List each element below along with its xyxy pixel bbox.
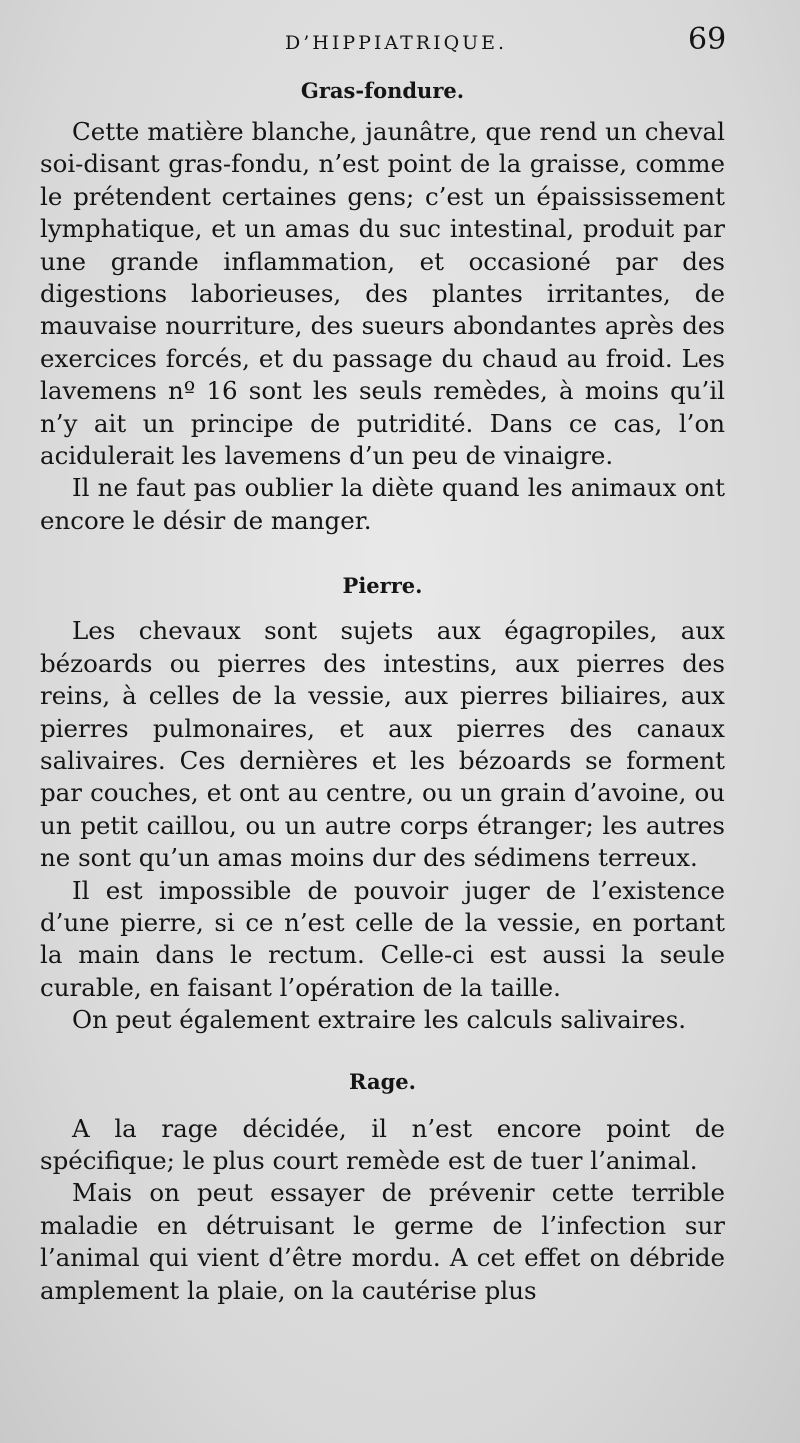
section-title-gras-fondure: Gras-fondure. xyxy=(300,78,465,103)
paragraph: Il est impossible de pouvoir juger de l’existence d’une pierre, si ce n’est celle de la vessie, en portant la main dans le rectum. Celle-ci est aussi la seule curable, en faisant l’opération de la taille. xyxy=(40,875,725,1002)
section-title-rage: Rage. xyxy=(349,1068,416,1094)
running-head xyxy=(0,22,800,62)
paragraph: On peut également extraire les calculs salivaires. xyxy=(72,1005,687,1035)
body-text xyxy=(40,72,725,1307)
paragraph: A la rage décidée, il n’est encore point de spécifique; le plus court remède est de tuer l’animal. xyxy=(40,1113,725,1175)
paragraph: Mais on peut essayer de prévenir cette terrible maladie en détruisant le germe de l’infection sur l’animal qui vient d’être mordu. A cet effet on débride amplement la plaie, on la cautérise plus xyxy=(40,1178,725,1305)
paragraph: Les chevaux sont sujets aux égagropiles, aux bézoards ou pierres des intestins, aux pierres des reins, à celles de la vessie, aux pierres biliaires, aux pierres pulmonaires, et aux pierres des canaux salivaires. Ces dernières et les bézoards se forment par couches, et ont au centre, ou un grain d’avoine, ou un petit caillou, ou un autre corps étranger; les autres ne sont qu’un amas moins dur des sédimens terreux. xyxy=(40,616,725,873)
paragraph: Il ne faut pas oublier la diète quand les animaux ont encore le désir de manger. xyxy=(40,473,725,535)
section-title-pierre: Pierre. xyxy=(342,573,423,599)
running-title: D’HIPPIATRIQUE. xyxy=(285,32,508,54)
paragraph: Cette matière blanche, jaunâtre, que rend un cheval soi-disant gras-fondu, n’est point de la graisse, comme le prétendent certaines gens; c’est un épaississement lymphatique, et un amas du suc intestinal, produit par une grande inflammation, et occasioné par des digestions laborieuses, des plantes irritantes, de mauvaise nourriture, des sueurs abondantes après des exercices forcés, et du passage du chaud au froid. Les lavemens nº 16 sont les seuls remèdes, à moins qu’il n’y ait un principe de putridité. Dans ce cas, l’on acidulerait les lavemens d’un peu de vinaigre. xyxy=(40,117,725,471)
page-number: 69 xyxy=(688,22,727,57)
